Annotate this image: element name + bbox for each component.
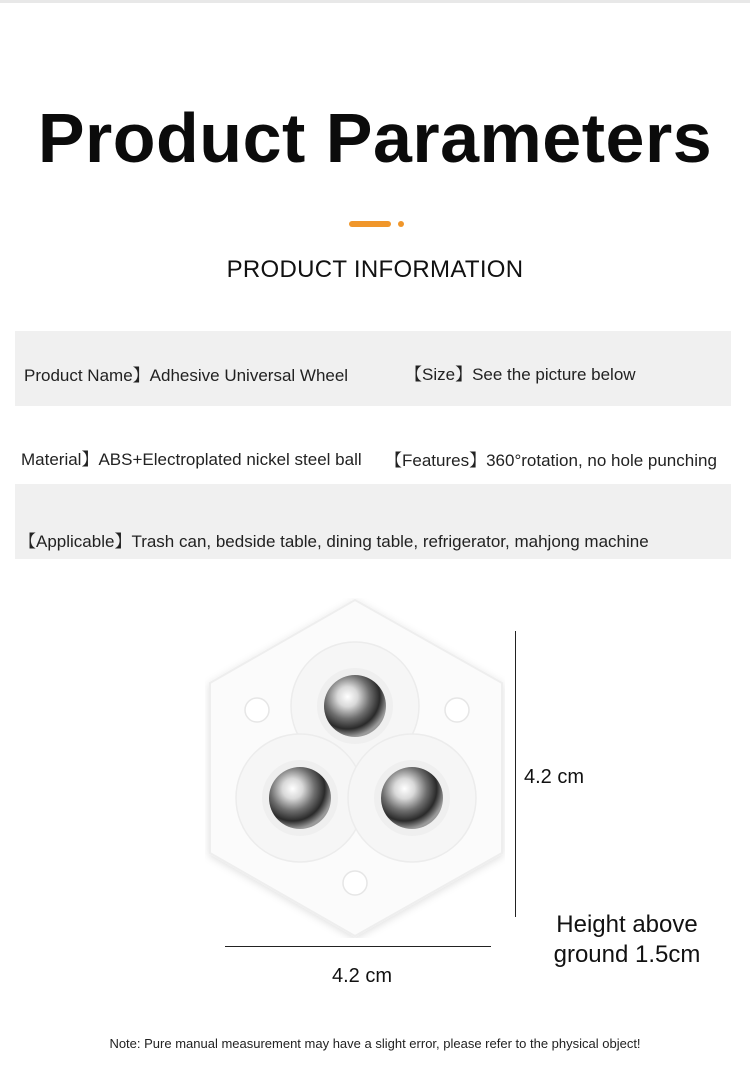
- height-dimension-label: 4.2 cm: [524, 766, 585, 788]
- info-row-material-features: [15, 422, 731, 476]
- height-above-ground-note: Height above ground 1.5cm: [553, 911, 701, 968]
- info-row-applicable: [15, 484, 731, 559]
- measurement-note: Note: Pure manual measurement may have a slight error, please refer to the physical object!: [109, 1036, 641, 1051]
- features-cell: 【Features】360°rotation, no hole punching: [385, 451, 717, 470]
- info-row-name-size: [15, 331, 731, 406]
- top-divider: [0, 0, 750, 3]
- section-subtitle: PRODUCT INFORMATION: [226, 256, 524, 283]
- width-dimension-label: 4.2 cm: [332, 965, 393, 987]
- page-title: Product Parameters: [37, 99, 713, 177]
- width-dimension-line: [225, 946, 491, 947]
- material-cell: Material】ABS+Electroplated nickel steel ball: [21, 450, 362, 469]
- accent-dot: [398, 221, 404, 227]
- applicable-cell: 【Applicable】Trash can, bedside table, dining table, refrigerator, mahjong machine: [19, 532, 649, 551]
- accent-bar: [349, 221, 391, 227]
- universal-wheel-image: [205, 598, 505, 938]
- height-dimension-line: [515, 631, 516, 917]
- size-cell: 【Size】See the picture below: [405, 365, 636, 384]
- product-name-cell: Product Name】Adhesive Universal Wheel: [24, 366, 349, 385]
